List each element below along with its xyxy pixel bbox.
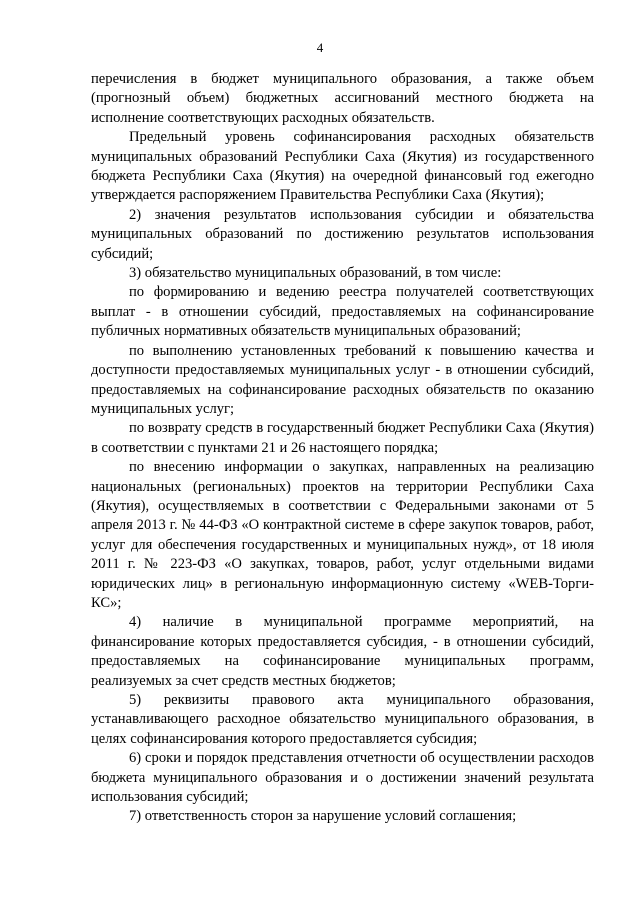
paragraph: 3) обязательство муниципальных образований, в том числе: bbox=[129, 265, 502, 282]
paragraph: по выполнению установленных требований к повышению качества и доступности предоставляемых муниципальных услуг - в отношении субсидий, предоставляемых на софинансирование расходных обязательств по оказанию муниципальных услуг; bbox=[91, 342, 594, 417]
paragraph: перечисления в бюджет муниципального образования, а также объем (прогнозный объем) бюджетных ассигнований местного бюджета на исполнение соответствующих расходных обязательств. bbox=[91, 71, 594, 126]
paragraph: 2) значения результатов использования субсидии и обязательства муниципальных образований по достижению результатов использования субсидий; bbox=[91, 206, 594, 262]
page-number: 4 bbox=[316, 40, 324, 55]
paragraph: 6) сроки и порядок представления отчетности об осуществлении расходов бюджета муниципального образования и о достижении значений результата использования субсидий; bbox=[91, 750, 594, 806]
paragraph: 7) ответственность сторон за нарушение условий соглашения; bbox=[129, 808, 517, 825]
paragraph: 5) реквизиты правового акта муниципального образования, устанавливающего расходное обязательство муниципального образования, в целях софинансирования которого предоставляется субсидия; bbox=[91, 692, 594, 747]
paragraph: 4) наличие в муниципальной программе мероприятий, на финансирование которых предоставляется субсидия, - в отношении субсидий, предоставляемых на софинансирование муниципальных программ, реализуемых за счет средств местных бюджетов; bbox=[91, 614, 594, 689]
paragraph: по внесению информации о закупках, направленных на реализацию национальных (региональных) проектов на территории Республики Саха (Якутия), осуществляемых в соответствии с Федеральными законами от 5 апреля 2013 г. № 44-ФЗ «О контрактной системе в сфере закупок товаров, работ, услуг для обеспечения государственных и муниципальных нужд», от 18 июля 2011 г. № 223-ФЗ «О закупках, товаров, работ, услуг отдельными видами юридических лиц» в региональную информационную систему «WEB-Торги-КС»; bbox=[91, 459, 594, 611]
paragraph: по возврату средств в государственный бюджет Республики Саха (Якутия) в соответствии с пунктами 21 и 26 настоящего порядка; bbox=[91, 420, 594, 456]
paragraph: по формированию и ведению реестра получателей соответствующих выплат - в отношении субсидий, предоставляемых на софинансирование публичных нормативных обязательств муниципальных образований; bbox=[91, 284, 594, 340]
document-body bbox=[91, 70, 594, 827]
paragraph: Предельный уровень софинансирования расходных обязательств муниципальных образований Республики Саха (Якутия) из государственного бюджета Республики Саха (Якутия) на очередной финансовый год ежегодно утверждается распоряжением Правительства Республики Саха (Якутия); bbox=[91, 129, 594, 204]
